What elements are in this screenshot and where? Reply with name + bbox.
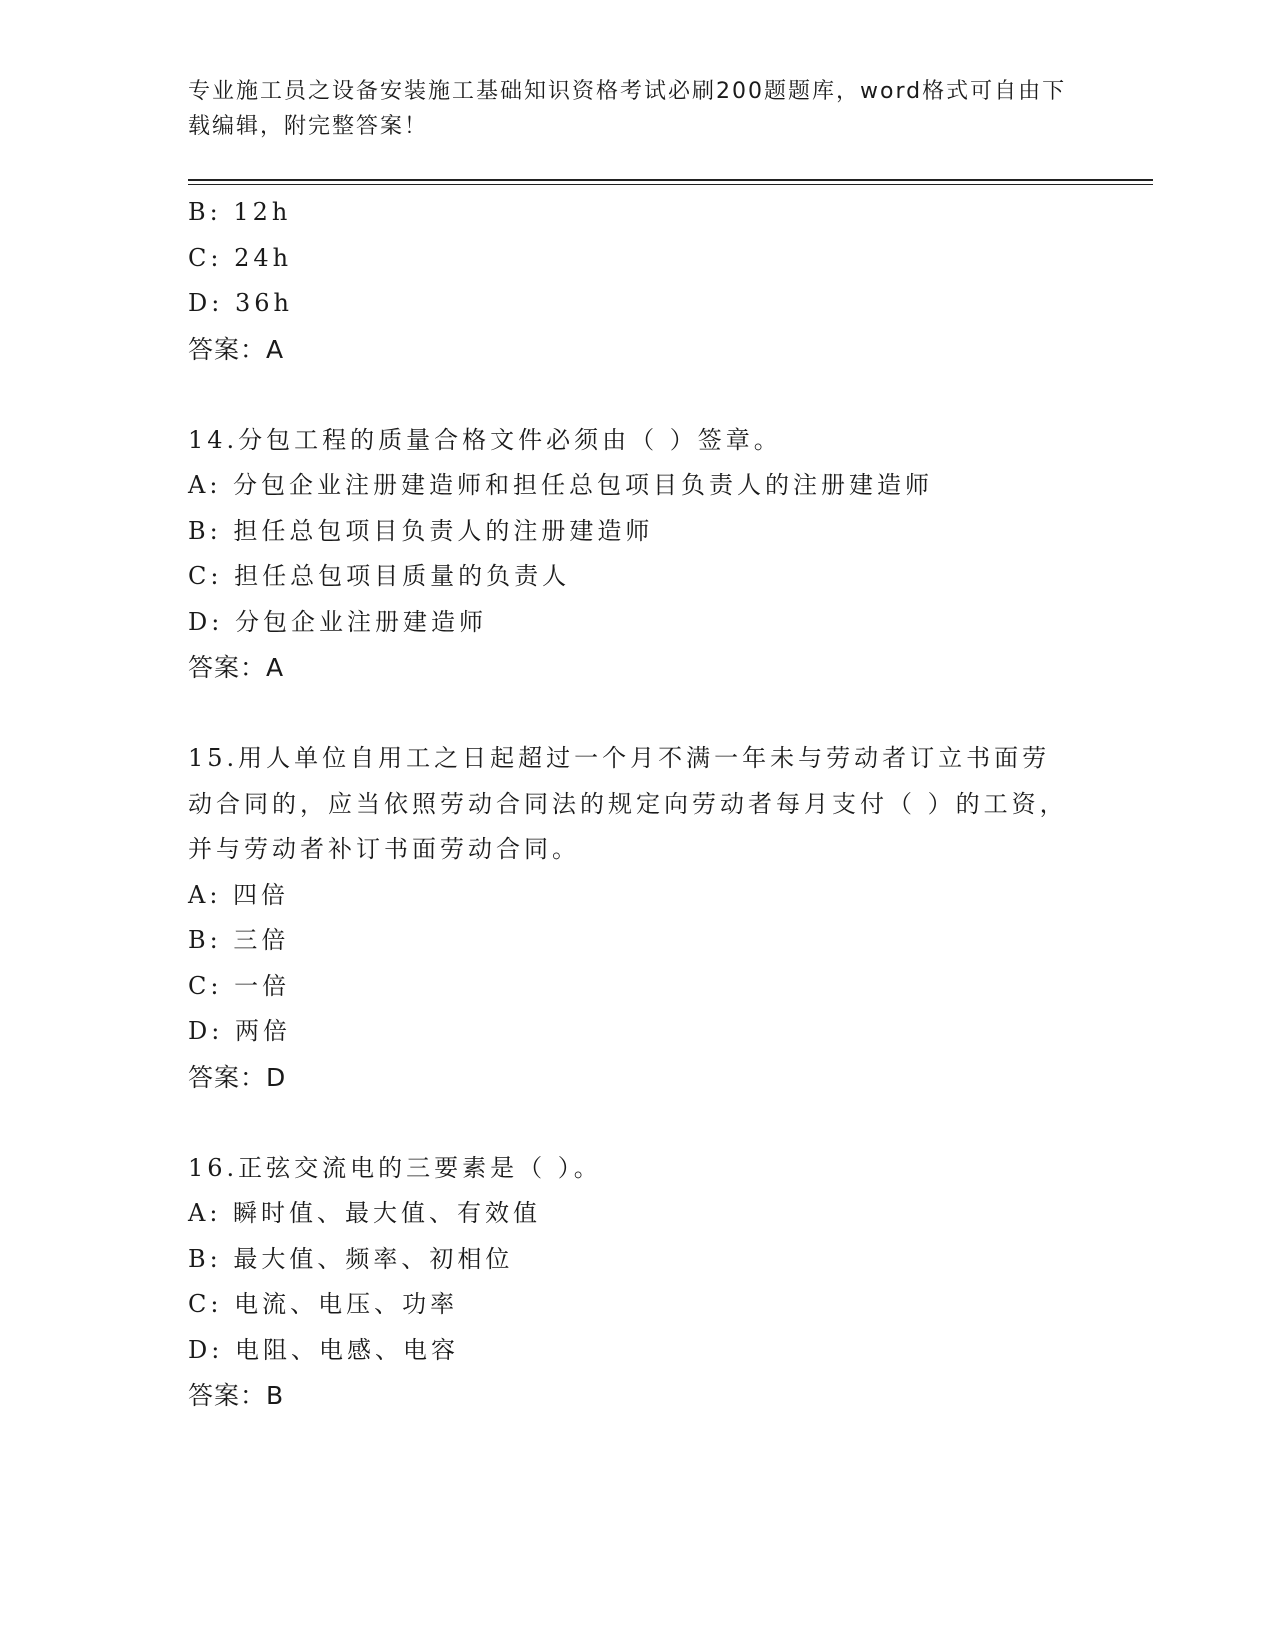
q14-option-a: A: 分包企业注册建造师和担任总包项目负责人的注册建造师 (188, 471, 934, 499)
q16-option-c: C: 电流、电压、功率 (188, 1290, 459, 1318)
q15-option-a: A: 四倍 (188, 880, 290, 909)
question-13-continued (188, 190, 1088, 372)
q14-option-c: C: 担任总包项目质量的负责人 (188, 562, 571, 590)
q13-option-c: C: 24h (188, 243, 293, 272)
q15-option-c: C: 一倍 (188, 971, 291, 1000)
q14-option-d: D: 分包企业注册建造师 (188, 607, 487, 636)
q13-option-d: D: 36h (188, 289, 293, 317)
header-divider-thick (188, 179, 1153, 181)
q16-option-b: B: 最大值、频率、初相位 (188, 1244, 514, 1273)
q15-answer: 答案：D (188, 1062, 287, 1092)
q15-stem: 15.用人单位自用工之日起超过一个月不满一年未与劳动者订立书面劳动合同的，应当依照劳动合同法的规定向劳动者每月支付（ ）的工资，并与劳动者补订书面劳动合同。 (188, 744, 1068, 863)
question-16 (188, 1146, 1088, 1419)
q16-answer: 答案：B (188, 1381, 285, 1410)
question-14 (188, 418, 1088, 691)
q14-option-b: B: 担任总包项目负责人的注册建造师 (188, 516, 654, 545)
header-divider-thin (188, 184, 1153, 185)
q15-option-b: B: 三倍 (188, 926, 290, 954)
document-header-title: 专业施工员之设备安装施工基础知识资格考试必刷200题题库，word格式可自由下载编辑，附完整答案！ (188, 79, 1067, 139)
q16-option-a: A: 瞬时值、最大值、有效值 (188, 1199, 542, 1227)
q13-option-b: B: 12h (188, 198, 292, 226)
q16-option-d: D: 电阻、电感、电容 (188, 1335, 459, 1364)
q14-stem: 14.分包工程的质量合格文件必须由（ ）签章。 (188, 425, 782, 454)
question-15 (188, 736, 1088, 1100)
q14-answer: 答案：A (188, 653, 285, 682)
q16-stem: 16.正弦交流电的三要素是（ ）。 (188, 1153, 602, 1182)
question-content (188, 190, 1088, 1419)
q13-answer: 答案：A (188, 334, 285, 364)
q15-option-d: D: 两倍 (188, 1017, 291, 1045)
